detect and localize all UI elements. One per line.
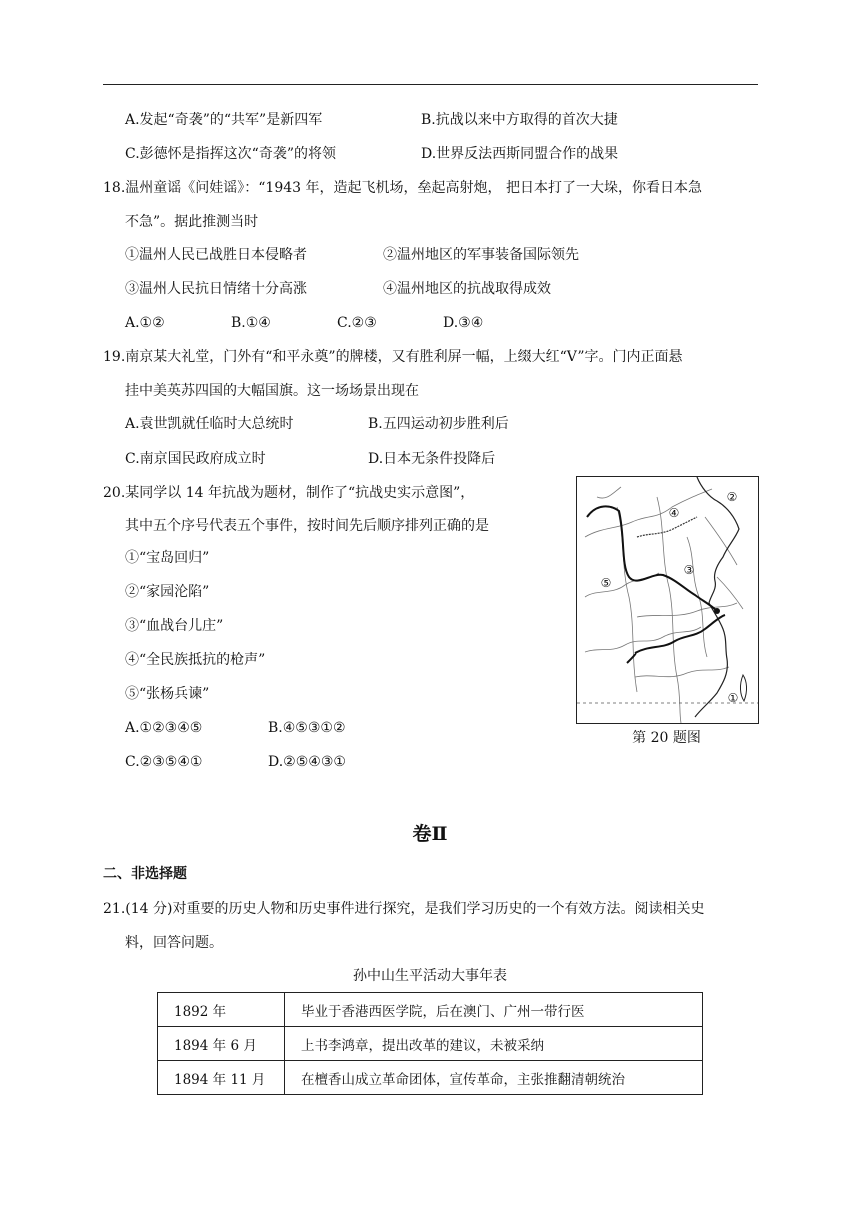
map-marker-1: ① (727, 691, 739, 705)
q19-stem-line1: 19.南京某大礼堂，门外有“和平永奠”的牌楼，又有胜利屏一幅，上缀大红“V”字。门内正面悬 (103, 349, 683, 365)
q18-option-c: C.②③ (337, 315, 377, 331)
row-date: 1892 年 (158, 993, 285, 1027)
q21-stem-line2: 料，回答问题。 (125, 935, 223, 951)
q18-option-b: B.①④ (231, 315, 271, 331)
q20-stem-line1: 20.某同学以 14 年抗战为题材，制作了“抗战史实示意图”， (103, 485, 475, 501)
map-marker-5: ⑤ (600, 576, 612, 590)
header-rule (103, 84, 758, 85)
q18-item-3: ③温州人民抗日情绪十分高涨 (125, 281, 307, 297)
q20-option-a: A.①②③④⑤ (125, 720, 203, 736)
row-event: 上书李鸿章，提出改革的建议，未被采纳 (285, 1027, 703, 1061)
q20-item-1: ①“宝岛回归” (125, 550, 210, 566)
figure-caption: 第 20 题图 (632, 730, 701, 746)
q18-item-4: ④温州地区的抗战取得成效 (383, 281, 551, 297)
q18-stem-line2: 不急”。据此推测当时 (125, 214, 259, 230)
map-marker-3: ③ (683, 563, 695, 577)
q18-item-1: ①温州人民已战胜日本侵略者 (125, 247, 307, 263)
q20-stem-line2: 其中五个序号代表五个事件，按时间先后顺序排列正确的是 (125, 518, 489, 534)
table-row (158, 1027, 703, 1061)
q20-option-c: C.②③⑤④① (125, 754, 203, 770)
row-event: 毕业于香港西医学院，后在澳门、广州一带行医 (285, 993, 703, 1027)
q21-stem-line1: 21.(14 分)对重要的历史人物和历史事件进行探究，是我们学习历史的一个有效方法。阅读相关史 (103, 901, 705, 917)
row-event: 在檀香山成立革命团体，宣传革命，主张推翻清朝统治 (285, 1061, 703, 1095)
q19-stem-line2: 挂中美英苏四国的大幅国旗。这一场场景出现在 (125, 383, 419, 399)
table-row (158, 1061, 703, 1095)
chronology-table (157, 992, 703, 1095)
map-marker-2: ② (726, 490, 738, 504)
q20-item-5: ⑤“张杨兵谏” (125, 686, 210, 702)
q17-option-a: A.发起“奇袭”的“共军”是新四军 (125, 112, 323, 128)
row-date: 1894 年 11 月 (158, 1061, 285, 1095)
china-map-graphic (577, 477, 758, 723)
q18-option-d: D.③④ (443, 315, 484, 331)
q18-item-2: ②温州地区的军事装备国际领先 (383, 247, 579, 263)
q20-option-d: D.②⑤④③① (268, 754, 346, 770)
table-title: 孙中山生平活动大事年表 (353, 968, 507, 984)
section-heading: 二、非选择题 (103, 866, 187, 882)
q17-option-d: D.世界反法西斯同盟合作的战果 (421, 146, 619, 162)
q20-item-4: ④“全民族抵抗的枪声” (125, 652, 266, 668)
table-row (158, 993, 703, 1027)
q17-option-c: C.彭德怀是指挥这次“奇袭”的将领 (125, 146, 336, 162)
war-history-map (576, 476, 759, 724)
q18-option-a: A.①② (125, 315, 165, 331)
q20-item-2: ②“家园沦陷” (125, 584, 210, 600)
q20-item-3: ③“血战台儿庄” (125, 618, 224, 634)
row-date: 1894 年 6 月 (158, 1027, 285, 1061)
q19-option-a: A.袁世凯就任临时大总统时 (125, 416, 294, 432)
section-title: 卷Ⅱ (412, 823, 448, 845)
q19-option-b: B.五四运动初步胜利后 (368, 416, 509, 432)
map-location-dot (714, 608, 720, 614)
map-marker-4: ④ (668, 506, 680, 520)
q18-stem-line1: 18.温州童谣《问娃谣》：“1943 年，造起飞机场，垒起高射炮， 把日本打了一大垛，你看日本急 (103, 180, 702, 196)
q19-option-c: C.南京国民政府成立时 (125, 451, 266, 467)
q17-option-b: B.抗战以来中方取得的首次大捷 (421, 112, 618, 128)
q19-option-d: D.日本无条件投降后 (368, 451, 496, 467)
q20-option-b: B.④⑤③①② (268, 720, 346, 736)
